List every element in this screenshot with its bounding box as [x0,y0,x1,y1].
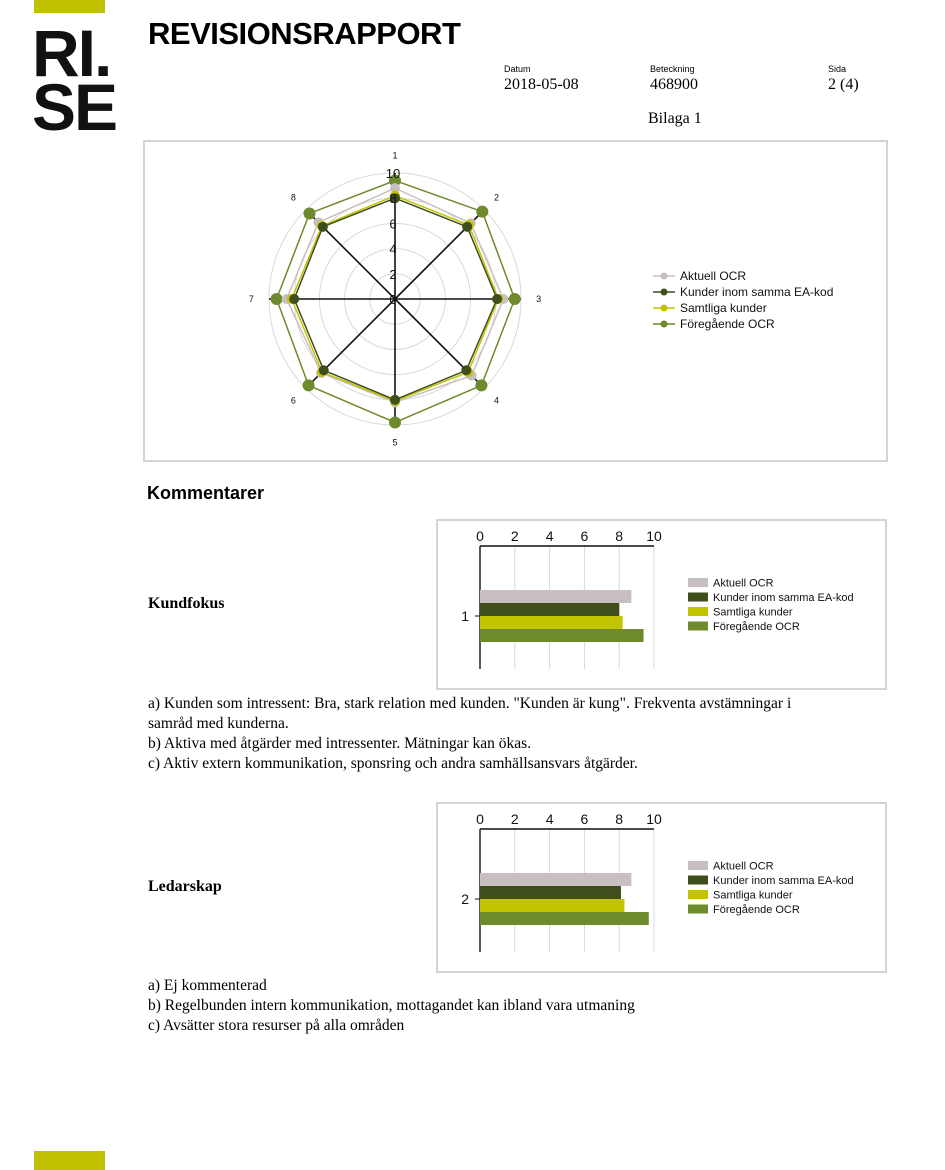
radar-axis-label: 8 [290,192,296,203]
designation-value: 468900 [650,76,698,93]
bar-tick-label: 8 [615,811,624,827]
radar-chart-frame [143,140,888,462]
radar-point [271,293,283,305]
comment-line: c) Avsätter stora resurser på alla områden [148,1017,405,1034]
radar-point [461,365,471,375]
radar-point [509,293,521,305]
top-accent-bar [34,0,105,13]
radar-tick-label: 4 [389,241,397,257]
bar-tick-label: 10 [646,811,662,827]
bar-3 [480,616,623,629]
date-label: Datum [504,64,531,74]
date-value: 2018-05-08 [504,76,579,93]
bar-4 [480,629,644,642]
bar-tick-label: 2 [510,528,519,544]
legend-label: Samtliga kunder [713,606,793,619]
logo-line-1: RI. [32,16,111,90]
comment-line: b) Aktiva med åtgärder med intressenter. Mätningar kan ökas. [148,735,532,752]
radar-tick-label: 8 [389,191,397,207]
legend-label: Samtliga kunder [680,301,767,315]
bar-tick-label: 10 [646,528,662,544]
comment-line: a) Kunden som intressent: Bra, stark relation med kunden. "Kunden är kung". Frekventa avstämningar i [148,695,792,712]
legend-swatch [688,905,708,914]
bar-3 [480,899,624,912]
bar-tick-label: 4 [545,811,554,827]
bar-1 [480,590,631,603]
bar-2 [480,886,621,899]
legend-label: Föregående OCR [713,621,800,633]
bar-category-label: 2 [461,891,469,907]
radar-point [303,379,315,391]
legend-marker [661,305,668,312]
bar-tick-label: 2 [510,811,519,827]
comment-line: c) Aktiv extern kommunikation, sponsring och andra samhällsansvars åtgärder. [148,755,638,772]
legend-swatch [688,607,708,616]
bar-chart-2-frame [436,802,887,973]
radar-point [476,206,488,218]
bar-4 [480,912,649,925]
legend-swatch [688,578,708,587]
logo-line-2: SE [32,70,117,145]
radar-axis-label: 6 [290,395,296,406]
legend-label: Föregående OCR [680,317,775,331]
section-title-kundfokus: Kundfokus [148,595,225,612]
appendix-label: Bilaga 1 [648,110,702,127]
legend-swatch [688,622,708,631]
page-value: 2 (4) [828,76,859,93]
radar-point [475,379,487,391]
legend-label: Föregående OCR [713,904,800,916]
bar-1 [480,873,631,886]
radar-tick-label: 2 [389,266,397,282]
radar-point [390,395,400,405]
legend-marker [661,289,668,296]
bar-tick-label: 6 [580,528,589,544]
legend-marker [661,321,668,328]
legend-swatch [688,861,708,870]
comments-ledarskap [148,976,635,1036]
section-title-ledarskap: Ledarskap [148,878,222,895]
bar-chart-kundfokus [438,521,885,688]
report-title: REVISIONSRAPPORT [148,16,461,51]
radar-tick-label: 10 [385,166,401,181]
page-label: Sida [828,64,847,74]
radar-axis-label: 2 [494,192,500,203]
radar-point [289,294,299,304]
comment-line: a) Ej kommenterad [148,977,267,994]
comments-kundfokus [148,694,791,774]
comment-line: samråd med kunderna. [148,715,289,732]
bar-tick-label: 4 [545,528,554,544]
legend-swatch [688,876,708,885]
legend-swatch [688,593,708,602]
radar-chart [145,142,886,460]
radar-point [389,416,401,428]
radar-point [303,207,315,219]
bar-category-label: 1 [461,608,469,624]
radar-point [319,365,329,375]
radar-tick-label: 6 [389,216,397,232]
bar-2 [480,603,619,616]
radar-point [462,222,472,232]
comments-heading: Kommentarer [147,483,265,503]
legend-label: Kunder inom samma EA-kod [680,285,834,299]
radar-point [492,294,502,304]
radar-axis-label: 3 [536,294,542,304]
bar-tick-label: 6 [580,811,589,827]
legend-label: Aktuell OCR [680,269,747,283]
legend-label: Kunder inom samma EA-kod [713,875,854,887]
bar-chart-1-frame [436,519,887,690]
radar-axis-label: 4 [494,395,500,406]
comment-line: b) Regelbunden intern kommunikation, mottagandet kan ibland vara utmaning [148,997,635,1014]
radar-tick-label: 0 [389,292,397,307]
designation-label: Beteckning [650,64,695,74]
legend-label: Aktuell OCR [713,860,774,873]
radar-axis-label: 7 [248,294,254,304]
bar-chart-ledarskap [438,804,885,971]
radar-axis-label: 1 [392,150,398,161]
bottom-accent-bar [34,1151,105,1170]
legend-swatch [688,890,708,899]
legend-marker [661,273,668,280]
rise-logo [32,16,117,145]
legend-label: Kunder inom samma EA-kod [713,592,854,604]
radar-axis-label: 5 [392,437,398,448]
bar-tick-label: 0 [476,528,484,544]
bar-tick-label: 8 [615,528,624,544]
legend-label: Aktuell OCR [713,577,774,590]
bar-tick-label: 0 [476,811,484,827]
legend-label: Samtliga kunder [713,889,793,902]
radar-point [318,222,328,232]
